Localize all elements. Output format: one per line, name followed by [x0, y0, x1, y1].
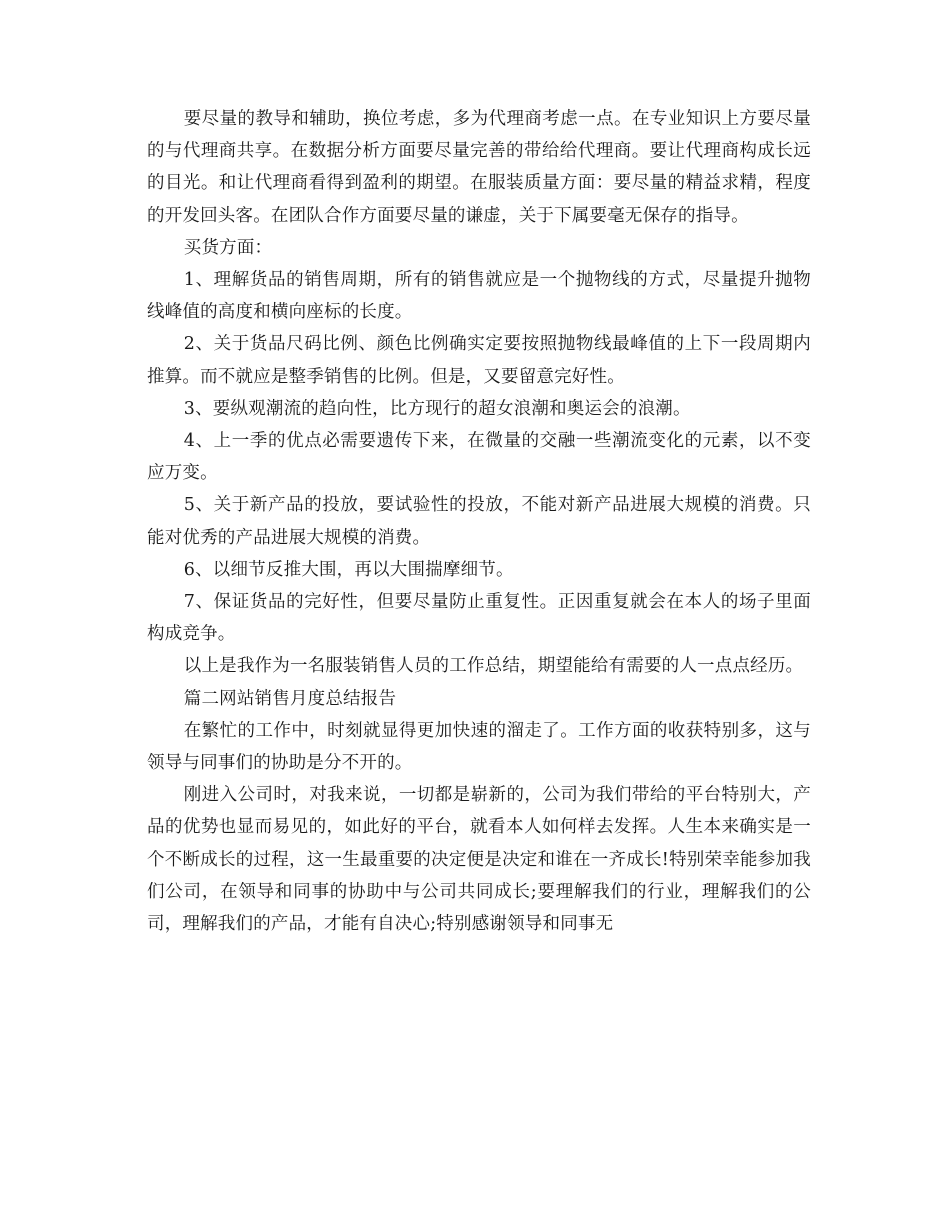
paragraph-busy-work: 在繁忙的工作中，时刻就显得更加快速的溜走了。工作方面的收获特别多，这与领导与同事们的协助是分不开的。 [147, 720, 811, 774]
paragraph-item-6: 6、以细节反推大围，再以大围揣摩细节。 [183, 559, 514, 580]
paragraph-item-5: 5、关于新产品的投放，要试验性的投放，不能对新产品进展大规模的消费。只能对优秀的产品进展大规模的消费。 [147, 495, 811, 548]
paragraph-item-1: 1、理解货品的销售周期，所有的销售就应是一个抛物线的方式，尽量提升抛物线峰值的高度和横向座标的长度。 [147, 270, 811, 323]
paragraph-summary: 以上是我作为一名服装销售人员的工作总结，期望能给有需要的人一点点经历。 [183, 656, 804, 677]
paragraph-item-3: 3、要纵观潮流的趋向性，比方现行的超女浪潮和奥运会的浪潮。 [183, 398, 691, 419]
paragraph-buying-heading: 买货方面： [183, 237, 273, 258]
paragraph-item-7: 7、保证货品的完好性，但要尽量防止重复性。正因重复就会在本人的场子里面构成竞争。 [147, 592, 811, 645]
paragraph-item-2: 2、关于货品尺码比例、颜色比例确实定要按照抛物线最峰值的上下一段周期内推算。而不就应是整季销售的比例。但是，又要留意完好性。 [147, 334, 811, 387]
section-title-part-two: 篇二网站销售月度总结报告 [183, 688, 397, 709]
paragraph-agent-guidance: 要尽量的教导和辅助，换位考虑，多为代理商考虑一点。在专业知识上方要尽量的与代理商共享。在数据分析方面要尽量完善的带给给代理商。要让代理商构成长远的目光。和让代理商看得到盈利的期望。在服装质量方面：要尽量的精益求精，程度的开发回头客。在团队合作方面要尽量的谦虚，关于下属要毫无保存的指导。 [147, 109, 811, 226]
paragraph-item-4: 4、上一季的优点必需要遗传下来，在微量的交融一些潮流变化的元素，以不变应万变。 [147, 431, 811, 484]
document-body [147, 103, 811, 940]
paragraph-joining-company: 刚进入公司时，对我来说，一切都是崭新的，公司为我们带给的平台特别大，产品的优势也显而易见的，如此好的平台，就看本人如何样去发挥。人生本来确实是一个不断成长的过程，这一生最重要的决定便是决定和谁在一齐成长!特别荣幸能参加我们公司，在领导和同事的协助中与公司共同成长;要理解我们的行业，理解我们的公司，理解我们的产品，才能有自决心;特别感谢领导和同事无 [147, 785, 811, 935]
